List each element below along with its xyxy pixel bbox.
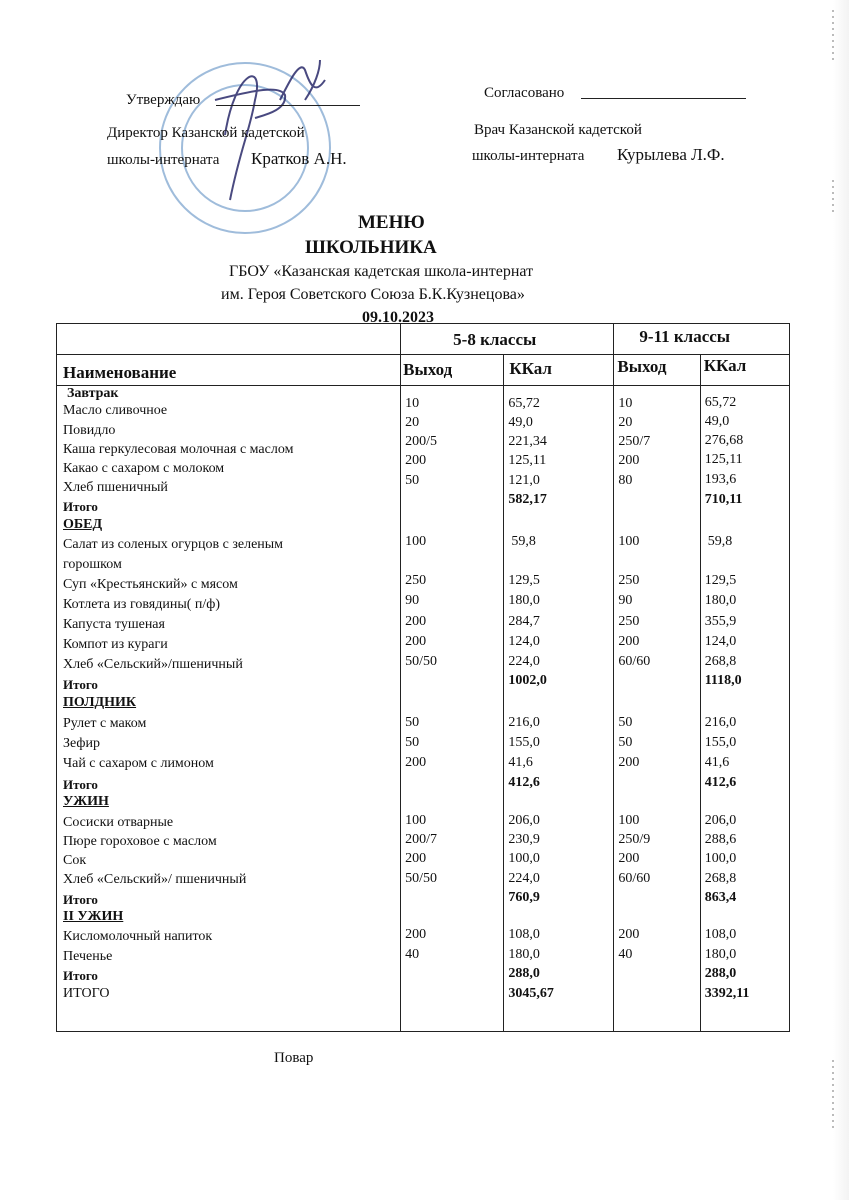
doctor-name: Курылева Л.Ф. (617, 145, 725, 164)
kcal-2-column (700, 386, 789, 1032)
portion-value: 90 (618, 593, 633, 608)
kcal-value: 49,0 (704, 414, 730, 429)
portion-value: 250 (618, 573, 640, 588)
portion-value: 250 (405, 573, 427, 588)
scan-edge (809, 0, 849, 1200)
table-group-row (57, 324, 790, 355)
kcal-value: 206,0 (704, 813, 737, 828)
table-header-row (57, 355, 790, 386)
subtotal-label: Итого (63, 499, 98, 514)
agreed-label: Согласовано (484, 85, 565, 101)
grand-total-value: 3392,11 (704, 986, 750, 1001)
portion-value: 50 (618, 735, 633, 750)
header-kcal-2-cell (700, 355, 789, 386)
portion-value: 50 (405, 735, 420, 750)
doctor-title: Врач Казанской кадетской (474, 122, 642, 138)
title-schoolboy: ШКОЛЬНИКА (305, 237, 437, 258)
dish-name: Какао с сахаром с молоком (63, 461, 225, 476)
kcal-value: 206,0 (508, 813, 540, 828)
dish-name: Хлеб «Сельский»/ пшеничный (63, 872, 247, 887)
director-name: Кратков А.Н. (251, 149, 347, 168)
kcal-value: 49,0 (508, 415, 533, 430)
portion-value: 10 (618, 396, 633, 411)
portion-value: 200 (618, 453, 640, 468)
agreed-sign-line (581, 98, 746, 99)
group-5-8-label: 5-8 классы (453, 330, 537, 349)
portion-value: 50 (618, 715, 633, 730)
header-kcal-2: ККал (703, 356, 747, 375)
portion-value: 200 (405, 851, 427, 866)
kcal-value: 268,8 (704, 871, 737, 886)
grand-total-label: ИТОГО (63, 986, 110, 1001)
kcal-value: 224,0 (508, 871, 540, 886)
table-body-row (57, 386, 790, 1032)
kcal-value: 65,72 (508, 396, 540, 411)
out-2-column (614, 386, 700, 1032)
kcal-value: 129,5 (508, 573, 540, 588)
subtotal-value: 1118,0 (704, 673, 742, 688)
section-heading: ОБЕД (63, 517, 103, 532)
kcal-value: 125,11 (704, 452, 743, 467)
portion-value: 40 (618, 947, 633, 962)
kcal-value: 284,7 (508, 614, 540, 629)
menu-table (56, 323, 790, 1032)
dish-name: Сок (63, 853, 87, 868)
subtotal-value: 760,9 (508, 890, 540, 905)
dish-name: Повидло (63, 423, 116, 438)
portion-value: 250/7 (618, 434, 651, 449)
portion-value: 250 (618, 614, 640, 629)
kcal-value: 355,9 (704, 614, 737, 629)
section-heading: ПОЛДНИК (63, 695, 137, 710)
dish-name: Суп «Крестьянский» с мясом (63, 577, 238, 592)
cook-label: Повар (274, 1050, 314, 1066)
dish-name: Кисломолочный напиток (63, 929, 213, 944)
portion-value: 50 (405, 473, 420, 488)
kcal-value: 221,34 (508, 434, 547, 449)
kcal-value: 108,0 (704, 927, 737, 942)
portion-value: 200 (405, 634, 427, 649)
out-1-column (401, 386, 504, 1032)
kcal-value: 41,6 (704, 755, 730, 770)
director-school: школы-интерната (107, 152, 220, 168)
portion-value: 200 (405, 755, 427, 770)
kcal-value: 125,11 (508, 453, 547, 468)
kcal-value: 216,0 (508, 715, 540, 730)
kcal-value: 230,9 (508, 832, 540, 847)
org-line-1: ГБОУ «Казанская кадетская школа-интернат (229, 263, 534, 280)
portion-value: 50/50 (405, 654, 438, 669)
subtotal-label: Итого (63, 968, 98, 983)
subtotal-label: Итого (63, 892, 98, 907)
kcal-value: 100,0 (508, 851, 540, 866)
dish-name: Каша геркулесовая молочная с маслом (63, 442, 294, 457)
header-out-1: Выход (403, 360, 453, 379)
dish-name: горошком (63, 557, 122, 572)
kcal-value: 124,0 (508, 634, 540, 649)
portion-value: 200 (618, 634, 640, 649)
portion-value: 50 (405, 715, 420, 730)
kcal-value: 124,0 (704, 634, 737, 649)
portion-value: 50/50 (405, 871, 438, 886)
kcal-value: 59,8 (511, 534, 536, 549)
kcal-value: 216,0 (704, 715, 737, 730)
dish-name: Сосиски отварные (63, 815, 174, 830)
dish-name: Чай с сахаром с лимоном (63, 756, 214, 771)
kcal-value: 129,5 (704, 573, 737, 588)
kcal-value: 193,6 (704, 472, 737, 487)
portion-value: 10 (405, 396, 420, 411)
portion-value: 60/60 (618, 871, 651, 886)
title-menu: МЕНЮ (358, 212, 425, 233)
kcal-value: 155,0 (508, 735, 540, 750)
kcal-value: 100,0 (704, 851, 737, 866)
scan-artifact (832, 1060, 834, 1130)
subtotal-label: Итого (63, 677, 98, 692)
portion-value: 100 (405, 534, 427, 549)
kcal-value: 155,0 (704, 735, 737, 750)
portion-value: 250/9 (618, 832, 651, 847)
portion-value: 200 (618, 927, 640, 942)
kcal-value: 180,0 (704, 593, 737, 608)
table-corner-cell (57, 324, 401, 355)
dish-name: Зефир (63, 736, 100, 751)
dish-name: Пюре гороховое с маслом (63, 834, 217, 849)
header-out-1-cell (401, 355, 504, 386)
subtotal-value: 863,4 (704, 890, 737, 905)
kcal-value: 41,6 (508, 755, 533, 770)
org-line-2: им. Героя Советского Союза Б.К.Кузнецова» (221, 286, 525, 303)
subtotal-value: 1002,0 (508, 673, 547, 688)
director-title: Директор Казанской кадетской (107, 125, 305, 141)
portion-value: 100 (618, 813, 640, 828)
kcal-value: 276,68 (704, 433, 744, 448)
kcal-value: 59,8 (707, 534, 733, 549)
subtotal-value: 288,0 (508, 966, 540, 981)
subtotal-value: 710,11 (704, 492, 743, 507)
dish-name: Печенье (63, 949, 113, 964)
approve-label: Утверждаю (126, 92, 201, 108)
menu-date: 09.10.2023 (362, 309, 434, 326)
subtotal-value: 412,6 (508, 775, 540, 790)
header-out-2-cell (614, 355, 700, 386)
subtotal-value: 582,17 (508, 492, 547, 507)
portion-value: 200/7 (405, 832, 438, 847)
grand-total-value: 3045,67 (508, 986, 554, 1001)
kcal-value: 180,0 (704, 947, 737, 962)
kcal-value: 180,0 (508, 593, 540, 608)
portion-value: 200 (618, 755, 640, 770)
portion-value: 200 (405, 453, 427, 468)
portion-value: 60/60 (618, 654, 651, 669)
dish-name: Масло сливочное (63, 403, 168, 418)
header-name: Наименование (63, 363, 177, 382)
kcal-value: 180,0 (508, 947, 540, 962)
kcal-value: 268,8 (704, 654, 737, 669)
portion-value: 200 (405, 614, 427, 629)
dish-name: Компот из кураги (63, 637, 168, 652)
dish-name: Котлета из говядины( п/ф) (63, 597, 221, 612)
portion-value: 100 (405, 813, 427, 828)
header-out-2: Выход (617, 357, 667, 376)
kcal-value: 65,72 (704, 395, 737, 410)
section-heading: УЖИН (63, 794, 109, 809)
group-9-11-label: 9-11 классы (639, 327, 731, 346)
doctor-school: школы-интерната (472, 148, 585, 164)
kcal-value: 224,0 (508, 654, 540, 669)
scan-artifact (832, 180, 834, 215)
group-5-8-cell (401, 324, 614, 355)
scan-artifact (832, 10, 834, 60)
kcal-value: 108,0 (508, 927, 540, 942)
dish-name: Рулет с маком (63, 716, 147, 731)
dish-name: Салат из соленых огурцов с зеленым (63, 537, 284, 552)
portion-value: 200/5 (405, 434, 438, 449)
portion-value: 100 (618, 534, 640, 549)
dish-name: Хлеб пшеничный (63, 480, 168, 495)
name-column (57, 386, 401, 1032)
portion-value: 200 (405, 927, 427, 942)
portion-value: 20 (405, 415, 420, 430)
dish-name: Капуста тушеная (63, 617, 165, 632)
subtotal-label: Итого (63, 777, 98, 792)
header-kcal-1: ККал (509, 359, 552, 378)
portion-value: 200 (618, 851, 640, 866)
group-9-11-cell (614, 324, 790, 355)
subtotal-value: 412,6 (704, 775, 737, 790)
approve-sign-line (216, 105, 360, 106)
section-heading: II УЖИН (63, 909, 124, 924)
kcal-value: 121,0 (508, 473, 540, 488)
header-name-cell (57, 355, 401, 386)
section-heading: Завтрак (67, 386, 119, 401)
kcal-value: 288,6 (704, 832, 737, 847)
header-kcal-1-cell (504, 355, 614, 386)
portion-value: 80 (618, 473, 633, 488)
subtotal-value: 288,0 (704, 966, 737, 981)
dish-name: Хлеб «Сельский»/пшеничный (63, 657, 243, 672)
kcal-1-column (504, 386, 614, 1032)
portion-value: 20 (618, 415, 633, 430)
portion-value: 40 (405, 947, 420, 962)
portion-value: 90 (405, 593, 420, 608)
